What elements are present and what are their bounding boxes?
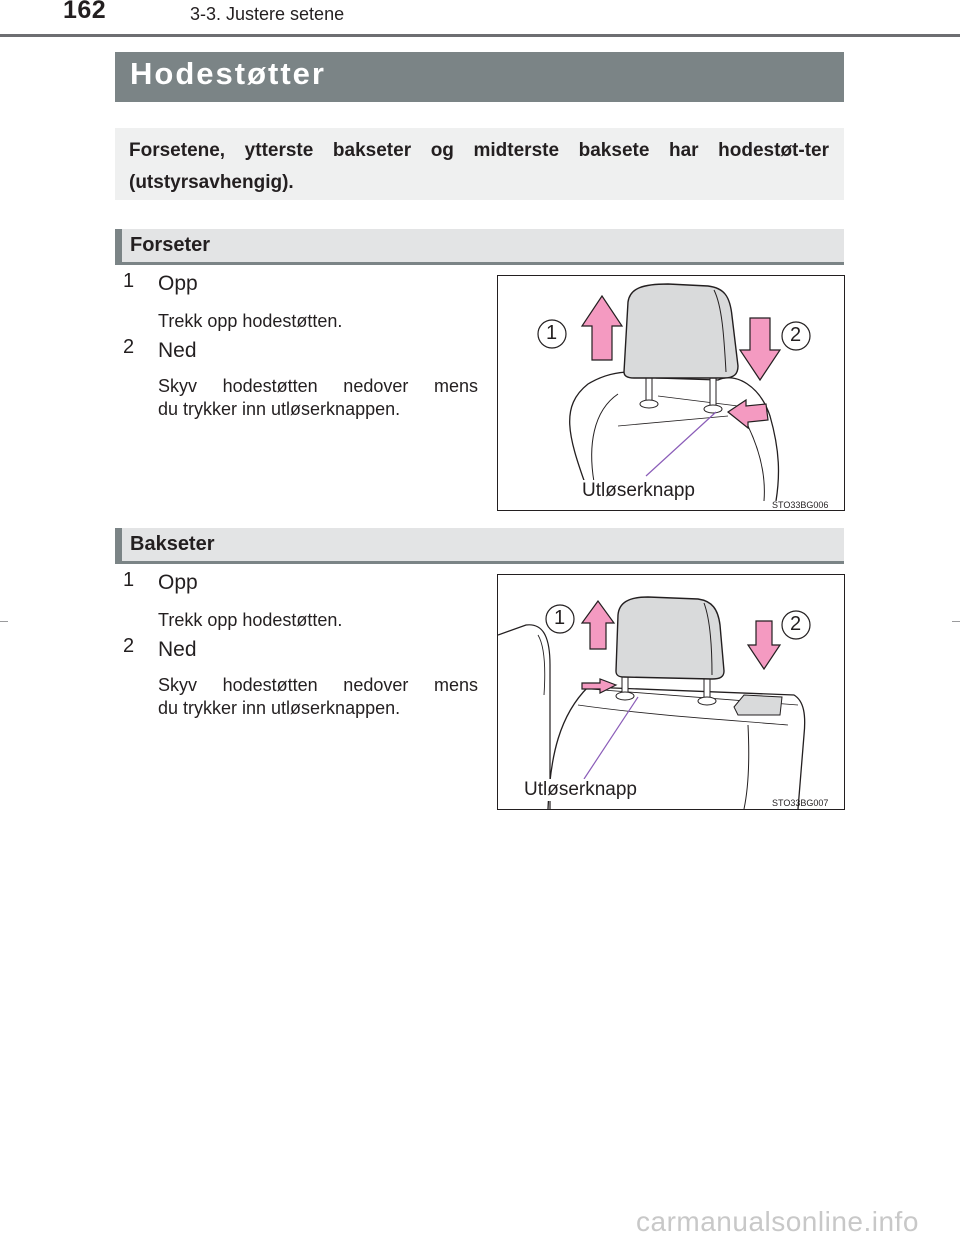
step-body-line: du trykker inn utløserknappen. bbox=[158, 698, 401, 718]
step-body: Trekk opp hodestøtten. bbox=[158, 311, 343, 331]
figure-callout-2: 2 bbox=[790, 324, 802, 346]
section-marker bbox=[115, 229, 122, 262]
rear-seat-illustration bbox=[498, 575, 844, 809]
section-heading-bakseter bbox=[115, 528, 844, 564]
title-bar bbox=[115, 52, 844, 102]
figure-code: STO33BG007 bbox=[772, 798, 829, 808]
header-rule bbox=[0, 34, 960, 37]
section-heading-forseter bbox=[115, 229, 844, 265]
step-heading: Ned bbox=[158, 638, 197, 661]
figure-code: STO33BG006 bbox=[772, 500, 829, 510]
intro-box bbox=[115, 128, 844, 200]
figure-label-release-button: Utløserknapp bbox=[524, 779, 637, 800]
crop-mark bbox=[952, 621, 960, 622]
watermark: carmanualsonline.info bbox=[636, 1206, 919, 1237]
section-heading-text: Bakseter bbox=[130, 533, 215, 555]
page-title: Hodestøtter bbox=[130, 56, 326, 91]
section-heading-text: Forseter bbox=[130, 234, 211, 256]
figure-callout-1: 1 bbox=[546, 322, 558, 344]
step-body: Trekk opp hodestøtten. bbox=[158, 610, 343, 630]
step-heading: Ned bbox=[158, 339, 197, 362]
step-heading: Opp bbox=[158, 571, 198, 594]
step-number: 2 bbox=[123, 336, 135, 358]
figure-callout-1: 1 bbox=[554, 607, 566, 629]
step-number: 1 bbox=[123, 569, 135, 591]
step-number: 1 bbox=[123, 270, 135, 292]
section-marker bbox=[115, 528, 122, 561]
figure-callout-2: 2 bbox=[790, 613, 802, 635]
figure-rear-seat bbox=[497, 574, 845, 810]
step-number: 2 bbox=[123, 635, 135, 657]
step-heading: Opp bbox=[158, 272, 198, 295]
figure-label-release-button: Utløserknapp bbox=[582, 480, 695, 501]
chapter-title: 3-3. Justere setene bbox=[190, 4, 345, 24]
page-number: 162 bbox=[63, 0, 107, 24]
crop-mark bbox=[0, 621, 8, 622]
step-body-line: Skyv hodestøtten nedover mens bbox=[158, 675, 478, 695]
step-body-line: du trykker inn utløserknappen. bbox=[158, 399, 401, 419]
front-seat-illustration bbox=[498, 276, 844, 510]
figure-front-seat bbox=[497, 275, 845, 511]
step-body-line: Skyv hodestøtten nedover mens bbox=[158, 376, 478, 396]
intro-text: Forsetene, ytterste bakseter og midterste baksete har hodestøt-ter (utstyrsavhengig). bbox=[129, 140, 829, 193]
